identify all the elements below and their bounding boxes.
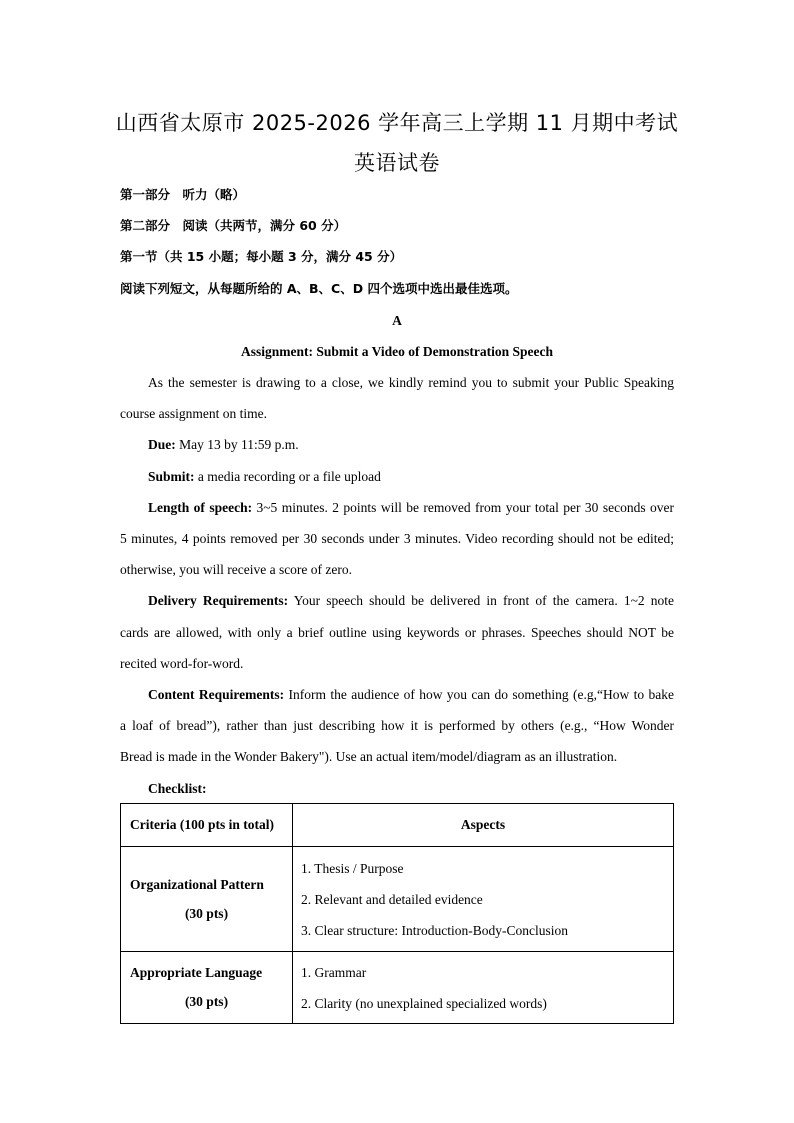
delivery-line-2: cards are allowed, with only a brief outline using keywords or phrases. Speeches should NOT be (120, 625, 674, 640)
aspects-cell (293, 847, 674, 952)
criteria-name: Appropriate Language (130, 965, 263, 980)
delivery-line-3: recited word-for-word. (120, 656, 244, 671)
content-line-3: Bread is made in the Wonder Bakery"). Use an actual item/model/diagram as an illustration. (120, 749, 618, 764)
part-one-heading: 第一部分 听力（略） (120, 187, 246, 202)
intro-line-2: course assignment on time. (120, 406, 267, 421)
aspect-item: 1. Grammar (301, 964, 367, 980)
criteria-points: (30 pts) (184, 905, 229, 921)
due-text: May 13 by 11:59 p.m. (175, 437, 299, 452)
content-line-2: a loaf of bread”), rather than just describing how it is performed by others (e.g., “How Wonder (120, 718, 674, 733)
aspects-header: Aspects (293, 804, 674, 847)
submit-text: a media recording or a file upload (194, 469, 381, 484)
checklist-label: Checklist: (148, 781, 207, 796)
criteria-points: (30 pts) (184, 994, 229, 1009)
criteria-cell (121, 847, 293, 952)
table-row (121, 847, 674, 952)
aspect-item: 2. Relevant and detailed evidence (301, 891, 483, 907)
exam-title: 山西省太原市 2025-2026 学年高三上学期 11 月期中考试 (115, 111, 679, 135)
aspect-item: 3. Clear structure: Introduction-Body-Conclusion (301, 922, 568, 938)
criteria-header: Criteria (100 pts in total) (121, 804, 293, 847)
length-line-2: 5 minutes, 4 points removed per 30 seconds under 3 minutes. Video recording should not be edited; (120, 531, 674, 546)
part-two-heading: 第二部分 阅读（共两节，满分 60 分） (120, 218, 347, 233)
aspect-item: 2. Clarity (no unexplained specialized words) (301, 995, 547, 1011)
length-text-1: 3~5 minutes. 2 points will be removed from your total per 30 seconds over (252, 500, 674, 515)
table-row (121, 952, 674, 1024)
table-header-row (121, 804, 674, 847)
due-label: Due: (148, 437, 176, 452)
checklist-table (120, 803, 674, 1024)
exam-subject: 英语试卷 (354, 151, 440, 175)
submit-label: Submit: (148, 469, 195, 484)
aspect-item: 1. Thesis / Purpose (301, 860, 404, 876)
delivery-line-1 (120, 592, 674, 610)
intro-line-1: As the semester is drawing to a close, we kindly remind you to submit your Public Speaking (148, 375, 674, 390)
delivery-label: Delivery Requirements: (148, 593, 289, 608)
content-line-1 (120, 686, 674, 704)
length-line-1 (120, 499, 674, 517)
reading-instruction: 阅读下列短文，从每题所给的 A、B、C、D 四个选项中选出最佳选项。 (120, 281, 518, 296)
due-line (120, 436, 674, 454)
delivery-text-1: Your speech should be delivered in front of the camera. 1~2 note (288, 593, 674, 608)
criteria-name: Organizational Pattern (130, 876, 264, 892)
section-one-heading: 第一节（共 15 小题；每小题 3 分，满分 45 分） (120, 249, 403, 264)
content-text-1: Inform the audience of how you can do something (e.g,“How to bake (284, 687, 674, 702)
criteria-cell (121, 952, 293, 1024)
submit-line (120, 468, 674, 486)
length-line-3: otherwise, you will receive a score of zero. (120, 562, 353, 577)
length-label: Length of speech: (148, 500, 253, 515)
aspects-cell (293, 952, 674, 1024)
content-label: Content Requirements: (148, 687, 285, 702)
passage-letter: A (392, 313, 402, 328)
passage-title: Assignment: Submit a Video of Demonstration Speech (240, 344, 553, 359)
